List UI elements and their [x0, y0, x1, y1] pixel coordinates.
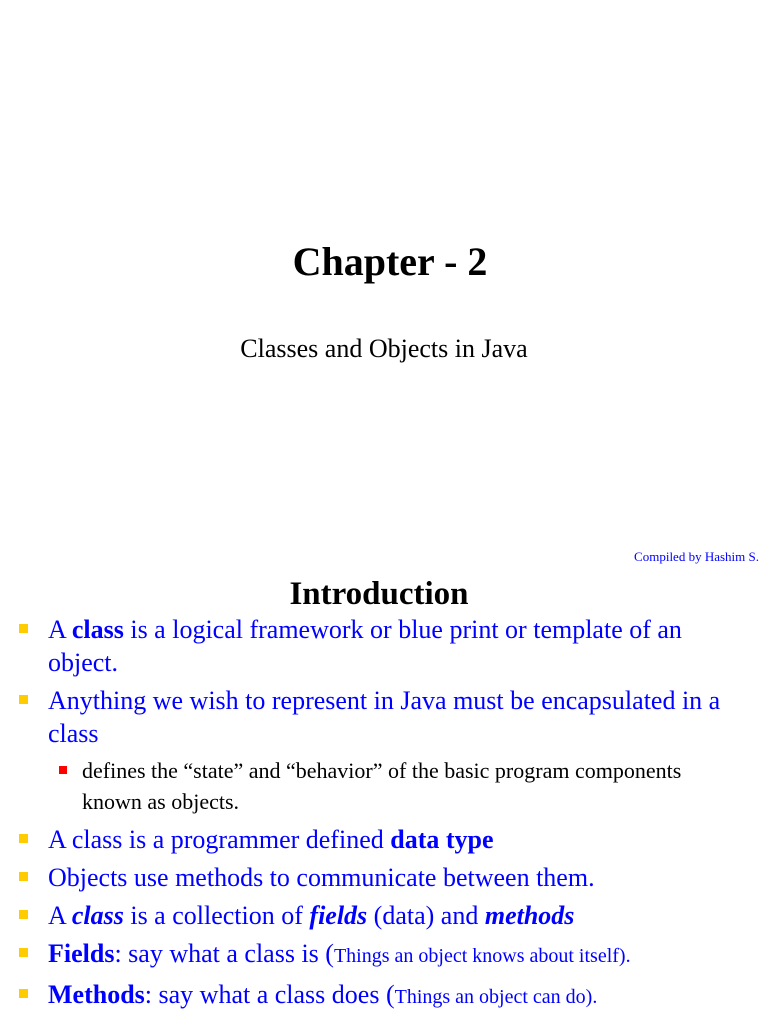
bullet-text: Objects use methods to communicate between them.: [48, 863, 595, 892]
bullet-text: is a collection of: [123, 901, 310, 930]
bullet-square-icon: [19, 989, 28, 998]
bullet-text: is a logical framework or blue print or template of an object.: [48, 615, 682, 677]
bullet-item: [0, 899, 768, 932]
introduction-slide: [0, 576, 768, 1024]
bullet-text: Anything we wish to represent in Java must be encapsulated in a class: [48, 686, 721, 748]
bullet-square-icon: [19, 948, 28, 957]
bullet-item: [0, 684, 768, 750]
bullet-text: A: [48, 901, 72, 930]
bullet-emphasis: class: [71, 901, 124, 930]
bullet-text: (data) and: [367, 901, 485, 930]
bullet-square-icon: [19, 834, 28, 843]
bullet-list: [0, 613, 768, 1019]
bullet-item: [0, 823, 768, 856]
bullet-square-icon: [19, 910, 28, 919]
bullet-square-icon: [19, 695, 28, 704]
bullet-text: A class is a programmer defined: [48, 825, 391, 854]
sub-bullet-item: [0, 755, 768, 817]
bullet-note: Things an object knows about itself).: [333, 945, 631, 967]
bullet-item: [0, 613, 768, 679]
credit-text: Compiled by Hashim S.: [634, 549, 759, 564]
slide-title: Introduction: [289, 576, 469, 612]
sub-bullet-text: defines the “state” and “behavior” of the basic program components known as objects.: [82, 758, 682, 814]
bullet-note: Things an object can do).: [394, 986, 598, 1008]
bullet-text: : say what a class does (: [144, 980, 395, 1009]
bullet-emphasis: data type: [390, 825, 494, 854]
bullet-item: [0, 978, 768, 1014]
bullet-text: A: [48, 615, 72, 644]
bullet-emphasis: Fields: [48, 939, 115, 968]
bullet-emphasis: class: [71, 615, 124, 644]
bullet-item: [0, 861, 768, 894]
chapter-subtitle: Classes and Objects in Java: [240, 334, 528, 363]
bullet-square-icon: [19, 872, 28, 881]
bullet-emphasis: fields: [309, 901, 368, 930]
bullet-emphasis: Methods: [48, 980, 145, 1009]
bullet-item: [0, 937, 768, 973]
chapter-title: Chapter - 2: [292, 239, 488, 284]
bullet-square-icon: [19, 624, 28, 633]
sub-bullet-square-icon: [59, 766, 67, 774]
bullet-text: : say what a class is (: [114, 939, 334, 968]
bullet-emphasis: methods: [484, 901, 575, 930]
